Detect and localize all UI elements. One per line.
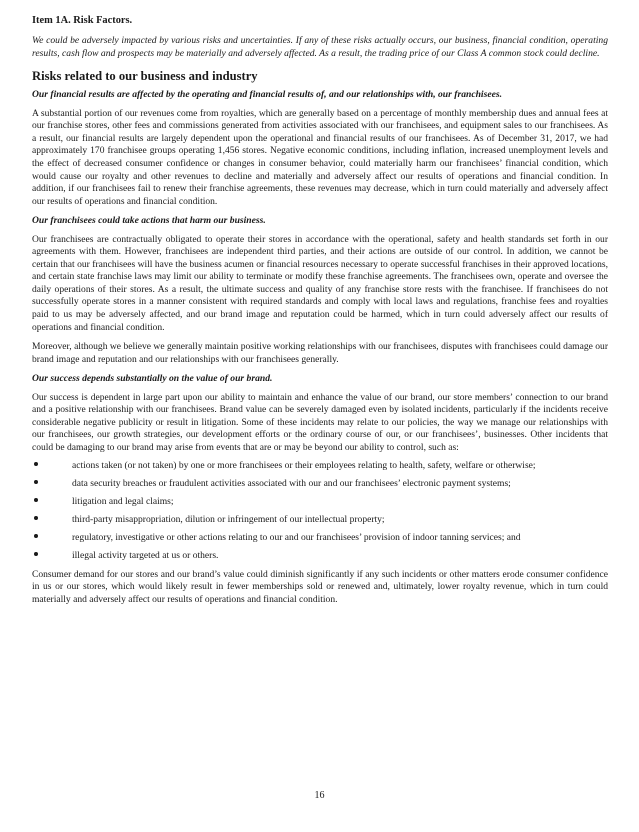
bullet-icon <box>34 498 38 502</box>
subsection-heading-franchisee-actions: Our franchisees could take actions that harm our business. <box>32 215 266 227</box>
subsection-heading-financial-results: Our financial results are affected by the operating and financial results of, and our relationships with, our franchisees. <box>32 89 502 101</box>
bullet-item <box>32 550 608 563</box>
bullet-item <box>32 478 608 491</box>
incident-bullet-list <box>32 460 608 563</box>
bullet-text: actions taken (or not taken) by one or more franchisees or their employees relating to health, safety, welfare or otherwise; <box>72 459 536 471</box>
bullet-icon <box>34 462 38 466</box>
paragraph-franchisee-revenues: A substantial portion of our revenues come from royalties, which are generally based on a percentage of monthly membership dues and annual fees at our franchise stores, other fees and commissions generated from activities associated with our franchisees, and equipment sales to our franchisees. As a result, our financial results are largely dependent upon the operational and financial results of our franchisees. As of December 31, 2017, we had approximately 170 franchisee groups operating 1,456 stores. Negative economic conditions, including inflation, increased unemployment levels and the effect of decreased consumer confidence or changes in consumer behavior, could materially harm our franchisees’ financial condition, which would cause our royalty and other revenues to decline and materially and adversely affect our results of operations and financial condition. In addition, if our franchisees fail to renew their franchise agreements, these revenues may decrease, which in turn could materially and adversely affect our results of operations and financial condition. <box>32 107 608 207</box>
bullet-text: data security breaches or fraudulent activities associated with our and our franchisees’ electronic payment systems; <box>72 477 511 489</box>
paragraph-consumer-demand: Consumer demand for our stores and our brand’s value could diminish significantly if any such incidents or other matters erode consumer confidence in us or our stores, which would likely result in fewer memberships sold or renewed and, ultimately, lower royalty revenue, which in turn could materially and adversely affect our results of operations and financial condition. <box>32 568 608 605</box>
bullet-text: third-party misappropriation, dilution or infringement of our intellectual property; <box>72 513 385 525</box>
bullet-icon <box>34 534 38 538</box>
paragraph-franchisee-disputes: Moreover, although we believe we generally maintain positive working relationships with our franchisees, disputes with franchisees could damage our brand image and reputation and our relationships with our franchisees generally. <box>32 341 608 365</box>
bullet-item <box>32 460 608 473</box>
document-page <box>32 14 608 613</box>
paragraph-brand-dependence: Our success is dependent in large part upon our ability to maintain and enhance the value of our brand, our store members’ connection to our brand and a positive relationship with our franchisees. Brand value can be severely damaged even by isolated incidents, particularly if the incidents receive considerable negative publicity or result in litigation. Some of these incidents may relate to our policies, the way we manage our relationships with our franchisees, our growth strategies, our development efforts or the ordinary course of our, or our franchisees’, businesses. Other incidents that could be damaging to our brand may arise from events that are or may be beyond our ability to control, such as: <box>32 391 608 453</box>
intro-paragraph: We could be adversely impacted by various risks and uncertainties. If any of these risks actually occurs, our business, financial condition, operating results, cash flow and prospects may be materially and adversely affected. As a result, the trading price of our Class A common stock could decline. <box>32 35 608 59</box>
bullet-icon <box>34 552 38 556</box>
section-heading: Risks related to our business and industry <box>32 69 258 84</box>
bullet-icon <box>34 516 38 520</box>
item-heading: Item 1A. Risk Factors. <box>32 15 133 26</box>
bullet-text: regulatory, investigative or other actions relating to our and our franchisees’ provision of indoor tanning services; and <box>72 532 521 544</box>
bullet-item <box>32 532 608 545</box>
bullet-text: illegal activity targeted at us or others. <box>72 550 219 562</box>
bullet-text: litigation and legal claims; <box>72 495 174 507</box>
bullet-icon <box>34 480 38 484</box>
bullet-item <box>32 514 608 527</box>
subsection-heading-brand-value: Our success depends substantially on the value of our brand. <box>32 373 273 385</box>
page-number: 16 <box>314 790 325 801</box>
bullet-item <box>32 496 608 509</box>
paragraph-franchisee-obligations: Our franchisees are contractually obligated to operate their stores in accordance with the operational, safety and health standards set forth in our agreements with them. However, franchisees are independent third parties, and their actions are outside of our control. In addition, we cannot be certain that our franchisees will have the business acumen or financial resources necessary to operate successful franchises in their approved locations, and certain state franchise laws may limit our ability to terminate or modify these franchise agreements. The franchisees own, operate and oversee the daily operations of their stores. As a result, the ultimate success and quality of any franchise store rests with the franchisee. If franchisees do not successfully operate stores in a manner consistent with required standards and comply with local laws and regulations, franchise fees and royalties paid to us may be adversely affected, and our brand image and reputation could be harmed, which in turn could adversely affect our results of operations and financial condition. <box>32 233 608 333</box>
